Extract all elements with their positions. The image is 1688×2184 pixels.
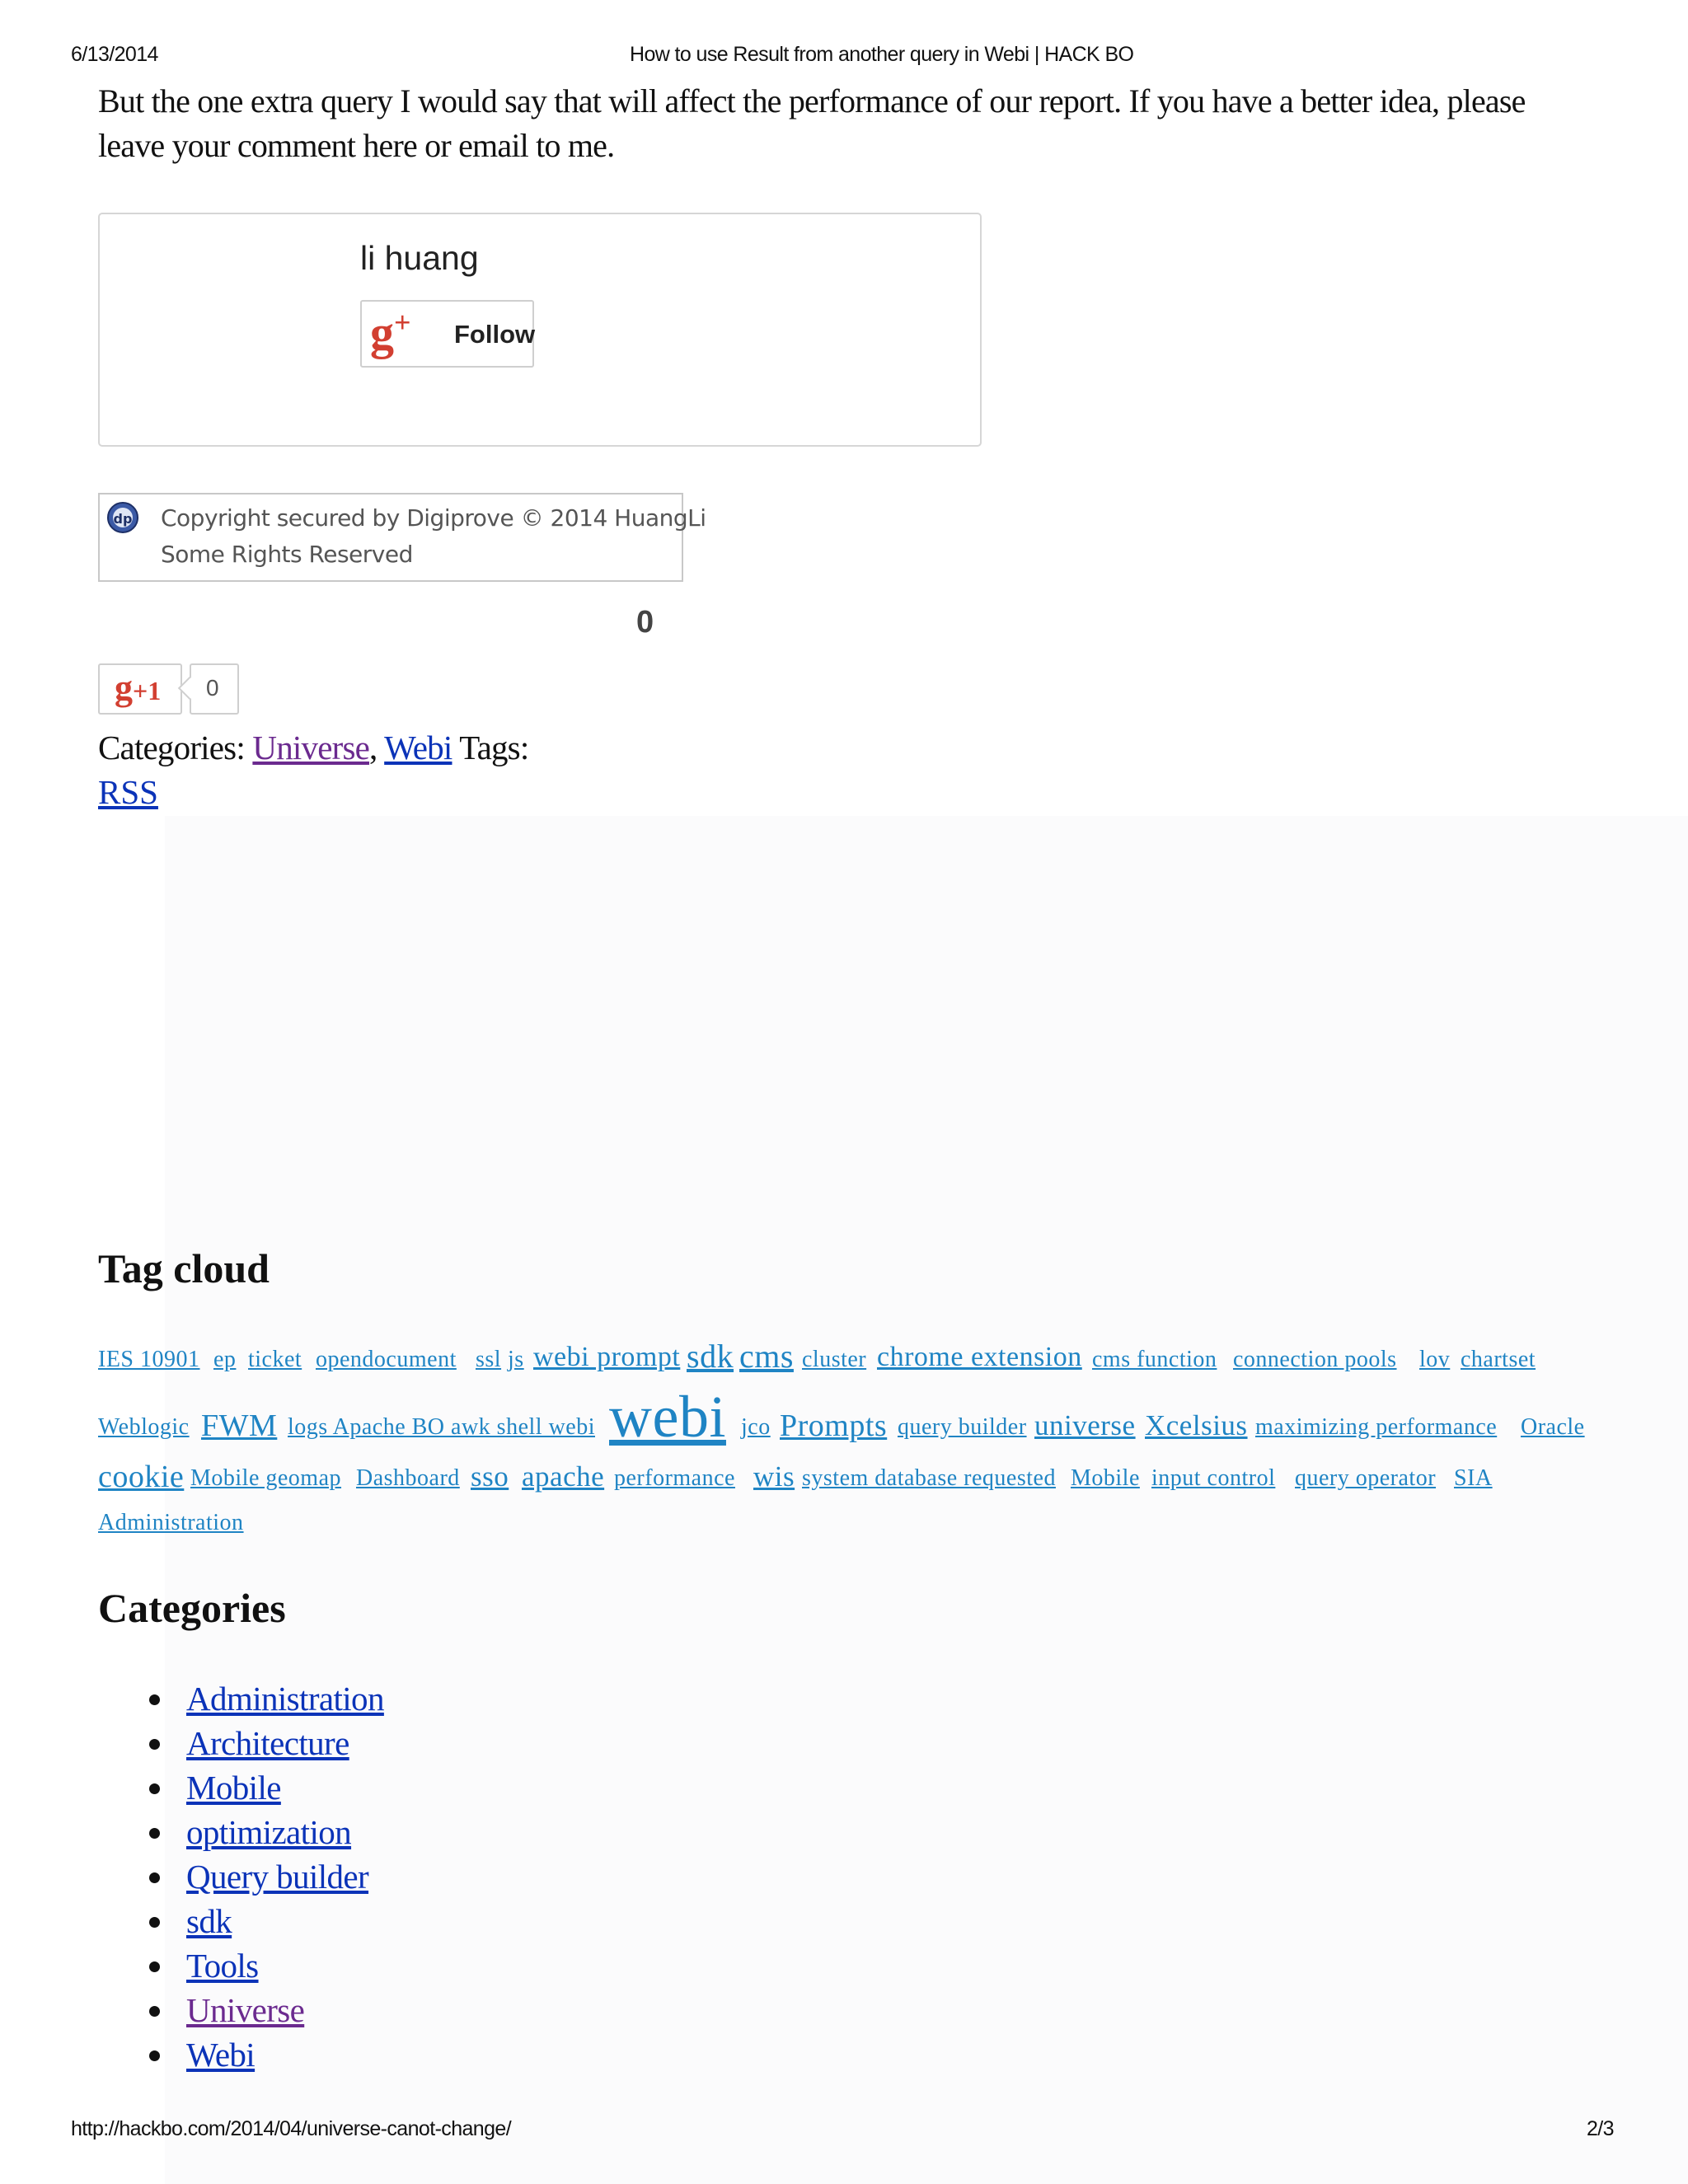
print-title: How to use Result from another query in Webi | HACK BO xyxy=(630,43,1134,66)
digiprove-copyright: Copyright secured by Digiprove © 2014 HuangLi xyxy=(161,504,706,532)
tag-link[interactable]: chartset xyxy=(1461,1347,1536,1372)
tag-link[interactable]: apache xyxy=(522,1460,605,1493)
tag-link[interactable]: universe xyxy=(1034,1409,1136,1441)
category-link-webi[interactable]: Webi xyxy=(384,729,452,766)
rss-link[interactable]: RSS xyxy=(98,773,158,811)
intro-paragraph: But the one extra query I would say that will affect the performance of our report. If you have a better idea, please leave your comment here or email to me. xyxy=(98,82,1526,164)
post-categories-line xyxy=(98,725,528,770)
tag-link[interactable]: SIA xyxy=(1454,1465,1493,1491)
digiprove-logo-icon xyxy=(106,501,139,534)
tag-link[interactable]: cms xyxy=(739,1338,794,1375)
print-date: 6/13/2014 xyxy=(71,43,158,66)
tag-link[interactable]: sdk xyxy=(687,1338,734,1375)
gplus-profile-card xyxy=(98,213,982,447)
page-background xyxy=(165,816,1688,2184)
tag-link[interactable]: ssl xyxy=(476,1347,502,1372)
tag-link[interactable]: connection pools xyxy=(1233,1347,1397,1372)
category-link-universe[interactable]: Universe xyxy=(252,729,369,766)
tag-cloud-heading: Tag cloud xyxy=(98,1245,270,1291)
tag-link[interactable]: js xyxy=(508,1347,524,1372)
tag-link[interactable]: performance xyxy=(614,1465,735,1491)
tag-link[interactable]: ticket xyxy=(248,1347,302,1372)
tag-link[interactable]: query builder xyxy=(898,1414,1027,1440)
gplus-plusone-button[interactable] xyxy=(98,663,182,715)
tag-link[interactable]: logs Apache BO awk shell webi xyxy=(288,1414,595,1440)
category-link[interactable]: Mobile xyxy=(186,1769,281,1807)
category-link[interactable]: Universe xyxy=(186,1991,305,2029)
follow-label: Follow xyxy=(454,320,536,349)
categories-heading: Categories xyxy=(98,1585,286,1631)
tag-link[interactable]: chrome extension xyxy=(877,1342,1082,1372)
category-link[interactable]: Webi xyxy=(186,2036,256,2074)
gplus-profile-name: li huang xyxy=(360,239,479,277)
digiprove-rights: Some Rights Reserved xyxy=(161,541,413,568)
print-page-number: 2/3 xyxy=(1587,2117,1614,2140)
tag-link[interactable]: Xcelsius xyxy=(1145,1409,1248,1441)
tag-link[interactable]: query operator xyxy=(1295,1465,1437,1491)
share-count: 0 xyxy=(636,605,654,640)
tag-link[interactable]: cms function xyxy=(1092,1347,1217,1372)
tag-link[interactable]: Oracle xyxy=(1521,1414,1585,1440)
tag-link[interactable]: sso xyxy=(471,1460,509,1493)
tag-link[interactable]: Mobile geomap xyxy=(190,1465,342,1491)
plusone-count: 0 xyxy=(206,675,219,701)
category-link[interactable]: Architecture xyxy=(186,1724,349,1762)
tag-link[interactable]: webi xyxy=(609,1384,726,1450)
tag-link[interactable]: jco xyxy=(741,1414,771,1440)
category-separator: , xyxy=(369,729,377,766)
tag-link[interactable]: IES 10901 xyxy=(98,1347,200,1372)
tag-link[interactable]: Weblogic xyxy=(98,1414,190,1440)
google-plus-icon: g+ xyxy=(370,306,411,359)
tag-link[interactable]: maximizing performance xyxy=(1255,1414,1498,1440)
tag-link[interactable]: input control xyxy=(1151,1465,1276,1491)
rss-line xyxy=(98,770,158,814)
tag-link[interactable]: Administration xyxy=(98,1510,244,1535)
category-link[interactable]: Administration xyxy=(186,1680,384,1718)
g-plus-one-icon: g+1 xyxy=(115,668,162,708)
gplus-follow-button[interactable] xyxy=(360,300,534,368)
tag-link[interactable]: wis xyxy=(753,1460,795,1493)
tag-link[interactable]: ep xyxy=(213,1347,237,1372)
tag-link[interactable]: webi prompt xyxy=(533,1342,681,1372)
digiprove-badge[interactable] xyxy=(98,493,706,582)
tag-link[interactable]: Mobile xyxy=(1071,1465,1140,1491)
categories-label: Categories: xyxy=(98,729,245,766)
tag-link[interactable]: opendocument xyxy=(316,1347,457,1372)
tag-link[interactable]: Dashboard xyxy=(356,1465,460,1491)
category-link[interactable]: sdk xyxy=(186,1902,232,1940)
tag-link[interactable]: cluster xyxy=(802,1347,867,1372)
tag-link[interactable]: lov xyxy=(1419,1347,1451,1372)
tags-label: Tags: xyxy=(459,729,529,766)
tag-link[interactable]: cookie xyxy=(98,1460,185,1494)
category-link[interactable]: Query builder xyxy=(186,1858,369,1896)
print-url: http://hackbo.com/2014/04/universe-canot-change/ xyxy=(71,2117,512,2140)
plusone-count-bubble xyxy=(190,663,239,715)
category-link[interactable]: optimization xyxy=(186,1813,352,1851)
svg-text:dp: dp xyxy=(113,511,133,527)
category-link[interactable]: Tools xyxy=(186,1947,259,1985)
tag-link[interactable]: Prompts xyxy=(780,1408,888,1443)
tag-link[interactable]: system database requested xyxy=(802,1465,1056,1491)
tag-link[interactable]: FWM xyxy=(201,1408,278,1443)
